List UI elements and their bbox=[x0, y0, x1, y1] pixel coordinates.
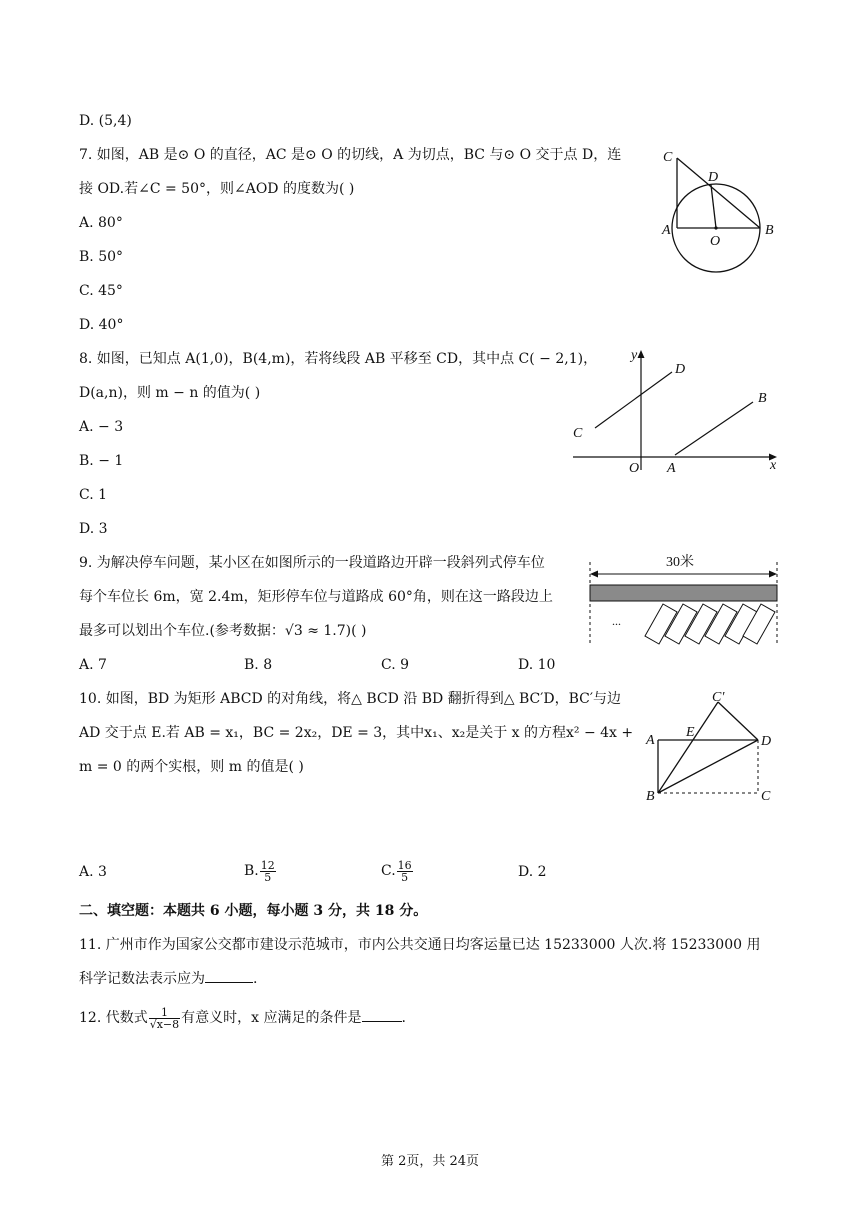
q7-line1: 7. 如图，AB 是⊙ O 的直径，AC 是⊙ O 的切线，A 为切点，BC 与⊙ O 交于点 D，连 bbox=[79, 147, 622, 163]
q11-line2 bbox=[79, 969, 257, 989]
q10-option-b-denominator: 5 bbox=[264, 870, 272, 884]
q10-option-b-numerator: 12 bbox=[260, 858, 275, 872]
q8-line1: 8. 如图，已知点 A(1,0)，B(4,m)，若将线段 AB 平移至 CD，其中点 C( − 2,1)， bbox=[79, 351, 598, 367]
q10-line3: m = 0 的两个实根，则 m 的值是( ) bbox=[79, 759, 304, 775]
q9-label-dots: ... bbox=[612, 614, 621, 628]
q10-option-c-prefix: C. bbox=[381, 863, 396, 879]
section-2-heading: 二、填空题：本题共 6 小题，每小题 3 分，共 18 分。 bbox=[79, 903, 428, 919]
q7-label-o: O bbox=[710, 234, 721, 249]
q8-label-y: y bbox=[631, 348, 638, 363]
q9-line3: 最多可以划出个车位.(参考数据：√3 ≈ 1.7)( ) bbox=[79, 623, 367, 639]
q10-rectangle-figure bbox=[640, 690, 790, 805]
q10-option-b-fraction bbox=[260, 860, 276, 883]
q12-prefix: 12. 代数式 bbox=[79, 1010, 148, 1026]
q7-circle-figure bbox=[655, 145, 785, 275]
q10-option-a: A. 3 bbox=[79, 864, 107, 880]
q8-line2: D(a,n)，则 m − n 的值为( ) bbox=[79, 385, 261, 401]
q8-label-b: B bbox=[758, 391, 767, 406]
q9-option-a: A. 7 bbox=[79, 657, 107, 673]
q10-label-b: B bbox=[646, 789, 655, 804]
q12-fraction bbox=[149, 1007, 180, 1030]
q10-option-d: D. 2 bbox=[518, 864, 547, 880]
q8-option-c: C. 1 bbox=[79, 487, 108, 503]
q7-label-c: C bbox=[663, 150, 673, 165]
q12-numerator: 1 bbox=[149, 1007, 180, 1019]
q7-option-d: D. 40° bbox=[79, 317, 124, 333]
q11-line1: 11. 广州市作为国家公交都市建设示范城市，市内公共交通日均客运量已达 15233000 人次.将 15233000 用 bbox=[79, 937, 761, 953]
q12-denominator: √x−8 bbox=[149, 1017, 180, 1031]
q7-option-a: A. 80° bbox=[79, 215, 123, 231]
q10-option-c-denominator: 5 bbox=[401, 870, 409, 884]
q9-line1: 9. 为解决停车问题，某小区在如图所示的一段道路边开辟一段斜列式停车位 bbox=[79, 555, 545, 571]
q12-suffix-b: . bbox=[401, 1010, 406, 1026]
q11-line2-suffix: . bbox=[253, 971, 258, 987]
q9-label-30m: 30米 bbox=[666, 555, 694, 570]
q8-label-o: O bbox=[629, 461, 640, 475]
q8-label-x: x bbox=[770, 458, 777, 473]
q10-option-b-prefix: B. bbox=[244, 863, 259, 879]
q12-answer-blank bbox=[362, 1009, 402, 1022]
q10-option-c-fraction bbox=[397, 860, 413, 883]
q9-option-d: D. 10 bbox=[518, 657, 556, 673]
q7-option-b: B. 50° bbox=[79, 249, 124, 265]
q10-line1: 10. 如图，BD 为矩形 ABCD 的对角线，将△ BCD 沿 BD 翻折得到△ BC′D，BC′与边 bbox=[79, 691, 622, 707]
q11-line2-prefix: 科学记数法表示应为 bbox=[79, 971, 205, 987]
q11-answer-blank bbox=[205, 970, 253, 983]
q10-label-a: A bbox=[646, 733, 655, 748]
q9-option-c: C. 9 bbox=[381, 657, 410, 673]
q10-line2: AD 交于点 E.若 AB = x₁，BC = 2x₂，DE = 3，其中x₁、x₂是关于 x 的方程x² − 4x + bbox=[79, 725, 634, 741]
q10-label-d: D bbox=[761, 734, 772, 749]
q12-suffix-a: 有意义时，x 应满足的条件是 bbox=[181, 1010, 362, 1026]
q9-option-b: B. 8 bbox=[244, 657, 273, 673]
q9-parking-figure bbox=[585, 548, 785, 648]
q8-option-b: B. − 1 bbox=[79, 453, 124, 469]
page-footer: 第 2页，共 24页 bbox=[380, 1154, 480, 1169]
q10-option-c bbox=[381, 858, 414, 884]
q9-line2: 每个车位长 6m，宽 2.4m，矩形停车位与道路成 60°角，则在这一路段边上 bbox=[79, 589, 553, 605]
q10-option-c-numerator: 16 bbox=[397, 858, 412, 872]
q12-line bbox=[79, 1005, 406, 1031]
q7-label-a: A bbox=[662, 223, 671, 238]
q10-label-c: C bbox=[761, 789, 771, 804]
q10-label-e: E bbox=[686, 725, 695, 740]
q7-label-d: D bbox=[708, 170, 719, 185]
q7-label-b: B bbox=[765, 223, 774, 238]
q8-label-a: A bbox=[667, 461, 676, 475]
q7-line2: 接 OD.若∠C = 50°，则∠AOD 的度数为( ) bbox=[79, 181, 355, 197]
q8-coordinate-figure bbox=[565, 345, 785, 475]
option-d-prev: D. (5,4) bbox=[79, 113, 132, 129]
q8-option-d: D. 3 bbox=[79, 521, 108, 537]
q10-option-b bbox=[244, 858, 277, 884]
q7-option-c: C. 45° bbox=[79, 283, 123, 299]
q8-option-a: A. − 3 bbox=[79, 419, 124, 435]
q10-label-c-prime: C′ bbox=[712, 690, 725, 705]
q8-label-c: C bbox=[573, 426, 583, 441]
q8-label-d: D bbox=[675, 362, 686, 377]
